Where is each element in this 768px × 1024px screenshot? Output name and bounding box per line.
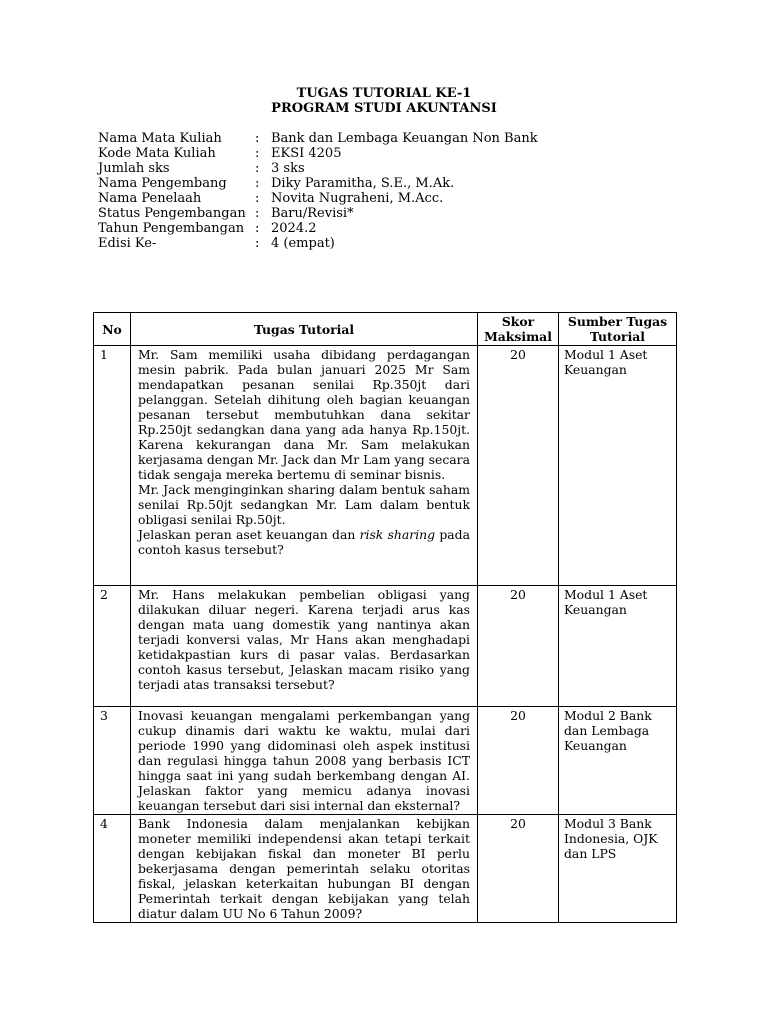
- table-header-row: [94, 313, 677, 346]
- info-separator: :: [255, 191, 260, 206]
- info-row: [98, 131, 698, 146]
- info-row: [98, 146, 698, 161]
- info-value: Bank dan Lembaga Keuangan Non Bank: [271, 131, 538, 146]
- info-label: Nama Penelaah: [98, 191, 202, 206]
- row-score: 20: [478, 346, 559, 586]
- row-source: Modul 3 Bank Indonesia, OJK dan LPS: [559, 815, 677, 923]
- row-source: Modul 1 Aset Keuangan: [559, 586, 677, 707]
- info-separator: :: [255, 176, 260, 191]
- task-text: Inovasi keuangan mengalami perkembangan yang cukup dinamis dari waktu ke waktu, mulai dari periode 1990 yang didominasi oleh aspek institusi dan regulasi hingga tahun 2008 yang berbasis ICT hingga saat ini yang sudah berkembang dengan AI. Jelaskan faktor yang memicu adanya inovasi keuangan tersebut dari sisi internal dan eksternal?: [131, 707, 478, 815]
- row-number: 4: [94, 815, 131, 923]
- info-label: Kode Mata Kuliah: [98, 146, 216, 161]
- table-row: [94, 815, 677, 923]
- info-value: Baru/Revisi*: [271, 206, 354, 221]
- row-number: 1: [94, 346, 131, 586]
- info-value: EKSI 4205: [271, 146, 342, 161]
- row-source: Modul 2 Bank dan Lembaga Keuangan: [559, 707, 677, 815]
- header-no: No: [94, 313, 131, 346]
- title-line-2: PROGRAM STUDI AKUNTANSI: [271, 101, 497, 116]
- task-text: [131, 346, 478, 586]
- task-text-fragment: pada contoh kasus tersebut?: [138, 527, 471, 557]
- row-score: 20: [478, 815, 559, 923]
- task-italic-term: risk sharing: [359, 527, 436, 542]
- info-label: Edisi Ke-: [98, 236, 157, 251]
- info-separator: :: [255, 131, 260, 146]
- info-row: [98, 206, 698, 221]
- info-value: Novita Nugraheni, M.Acc.: [271, 191, 444, 206]
- info-value: 2024.2: [271, 221, 317, 236]
- info-row: [98, 161, 698, 176]
- task-text: Bank Indonesia dalam menjalankan kebijkan moneter memiliki independensi akan tetapi terkait dengan kebijakan fiskal dan moneter BI perlu bekerjasama dengan pemerintah selaku otoritas fiskal, jelaskan keterkaitan hubungan BI dengan Pemerintah terkait dengan kebijakan yang telah diatur dalam UU No 6 Tahun 2009?: [131, 815, 478, 923]
- row-source: Modul 1 Aset Keuangan: [559, 346, 677, 586]
- info-value: Diky Paramitha, S.E., M.Ak.: [271, 176, 455, 191]
- table-row: [94, 707, 677, 815]
- table-row: [94, 346, 677, 586]
- task-paragraph: [138, 527, 470, 557]
- info-row: [98, 221, 698, 236]
- task-paragraph: Mr. Sam memiliki usaha dibidang perdagangan mesin pabrik. Pada bulan januari 2025 Mr Sam mendapatkan pesanan senilai Rp.350jt dari pelanggan. Setelah dihitung oleh bagian keuangan pesanan tersebut membutuhkan dana sekitar Rp.250jt sedangkan dana yang ada hanya Rp.150jt. Karena kekurangan dana Mr. Sam melakukan kerjasama dengan Mr. Jack dan Mr Lam yang secara tidak sengaja mereka bertemu di seminar bisnis.: [138, 347, 470, 482]
- course-info: [98, 131, 698, 251]
- tasks-table: [93, 312, 677, 923]
- row-number: 3: [94, 707, 131, 815]
- document-title: [0, 86, 768, 116]
- info-row: [98, 236, 698, 251]
- task-text: Mr. Hans melakukan pembelian obligasi yang dilakukan diluar negeri. Karena terjadi arus kas dengan mata uang domestik yang nantinya akan terjadi konversi valas, Mr Hans akan menghadapi ketidakpastian kurs di pasar valas. Berdasarkan contoh kasus tersebut, Jelaskan macam risiko yang terjadi atas transaksi tersebut?: [131, 586, 478, 707]
- info-separator: :: [255, 146, 260, 161]
- task-paragraph: Mr. Jack menginginkan sharing dalam bentuk saham senilai Rp.50jt sedangkan Mr. Lam dalam bentuk obligasi senilai Rp.50jt.: [138, 482, 470, 527]
- info-separator: :: [255, 161, 260, 176]
- info-label: Nama Mata Kuliah: [98, 131, 222, 146]
- row-score: 20: [478, 586, 559, 707]
- info-row: [98, 191, 698, 206]
- info-label: Jumlah sks: [98, 161, 170, 176]
- row-score: 20: [478, 707, 559, 815]
- header-source: Sumber Tugas Tutorial: [559, 313, 677, 346]
- info-label: Status Pengembangan: [98, 206, 246, 221]
- header-score: Skor Maksimal: [478, 313, 559, 346]
- row-number: 2: [94, 586, 131, 707]
- title-line-1: TUGAS TUTORIAL KE-1: [296, 86, 472, 101]
- task-text-fragment: Jelaskan peran aset keuangan dan: [138, 527, 360, 542]
- info-row: [98, 176, 698, 191]
- info-separator: :: [255, 236, 260, 251]
- header-task: Tugas Tutorial: [131, 313, 478, 346]
- table-row: [94, 586, 677, 707]
- info-value: 4 (empat): [271, 236, 335, 251]
- info-label: Tahun Pengembangan: [98, 221, 245, 236]
- info-separator: :: [255, 206, 260, 221]
- info-separator: :: [255, 221, 260, 236]
- info-value: 3 sks: [271, 161, 305, 176]
- info-label: Nama Pengembang: [98, 176, 227, 191]
